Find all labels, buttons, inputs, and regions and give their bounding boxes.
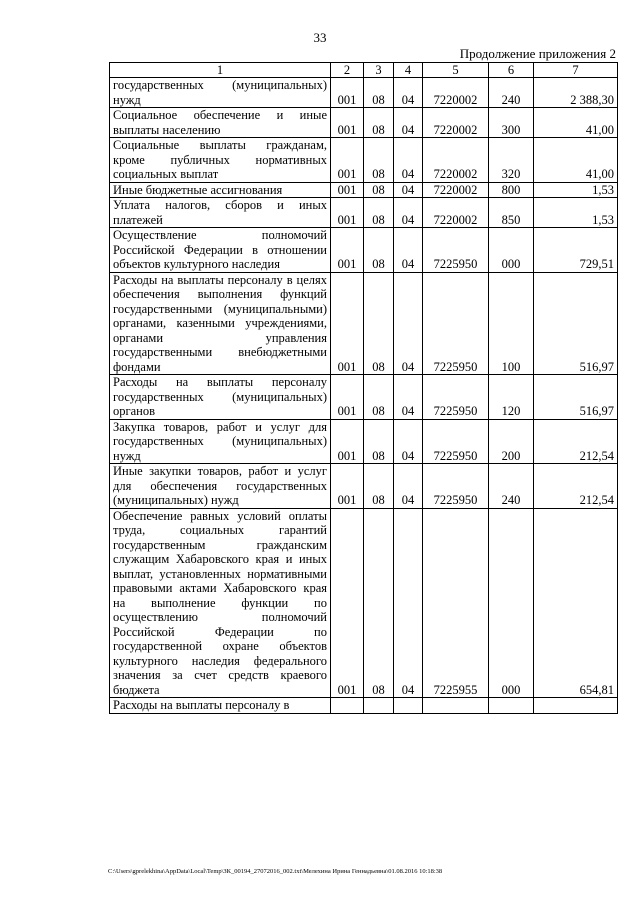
section-cell: 001 (331, 228, 364, 273)
section-cell: 001 (331, 182, 364, 198)
expense-type-cell: 320 (489, 138, 534, 183)
expense-type-cell: 000 (489, 228, 534, 273)
subsection2-cell: 04 (394, 108, 423, 138)
target-article-cell: 7225955 (423, 508, 489, 698)
section-cell: 001 (331, 419, 364, 464)
column-header: 1 (110, 63, 331, 78)
expense-type-cell: 850 (489, 198, 534, 228)
amount-cell: 654,81 (534, 508, 618, 698)
amount-cell: 516,97 (534, 272, 618, 375)
column-header: 2 (331, 63, 364, 78)
table-row (110, 182, 618, 198)
target-article-cell: 7220002 (423, 182, 489, 198)
table-row (110, 464, 618, 509)
section-cell: 001 (331, 464, 364, 509)
section-cell: 001 (331, 138, 364, 183)
subsection2-cell: 04 (394, 272, 423, 375)
subsection-cell: 08 (364, 508, 394, 698)
target-article-cell (423, 698, 489, 714)
target-article-cell: 7225950 (423, 272, 489, 375)
expense-type-cell: 120 (489, 375, 534, 420)
row-name-cell: Уплата налогов, сборов и иных платежей (110, 198, 331, 228)
expense-type-cell: 800 (489, 182, 534, 198)
section-cell: 001 (331, 375, 364, 420)
subsection2-cell: 04 (394, 138, 423, 183)
subsection-cell: 08 (364, 419, 394, 464)
row-name-cell: Иные закупки товаров, работ и услуг для обеспечения государственных (муниципальных) нужд (110, 464, 331, 509)
subsection-cell: 08 (364, 198, 394, 228)
target-article-cell: 7220002 (423, 78, 489, 108)
table-row (110, 78, 618, 108)
table-row (110, 108, 618, 138)
column-header: 3 (364, 63, 394, 78)
table-row (110, 138, 618, 183)
row-name-cell: Расходы на выплаты персоналу в (110, 698, 331, 714)
amount-cell (534, 698, 618, 714)
target-article-cell: 7225950 (423, 464, 489, 509)
table-row (110, 228, 618, 273)
subsection2-cell: 04 (394, 464, 423, 509)
row-name-cell: государственных (муниципальных) нужд (110, 78, 331, 108)
table-row (110, 419, 618, 464)
row-name-cell: Обеспечение равных условий оплаты труда, социальных гарантий государственным гражданским служащим Хабаровского края и иных выплат, установленных нормативными правовыми актами Хабаровского края на выполнение функции по осуществлению полномочий Российской Федерации по государственной охране объектов культурного наследия федерального значения за счет средств краевого бюджета (110, 508, 331, 698)
footer-path: C:\Users\gprelekhina\AppData\Local\Temp\ЗК_00194_27072016_002.txt\Мелехина Ирина Геннадьевна\01.08.2016 10:18:38 (108, 868, 443, 875)
table-row (110, 375, 618, 420)
amount-cell: 516,97 (534, 375, 618, 420)
expense-type-cell: 240 (489, 464, 534, 509)
target-article-cell: 7220002 (423, 108, 489, 138)
amount-cell: 729,51 (534, 228, 618, 273)
target-article-cell: 7225950 (423, 228, 489, 273)
expense-type-cell (489, 698, 534, 714)
target-article-cell: 7225950 (423, 375, 489, 420)
amount-cell: 212,54 (534, 419, 618, 464)
amount-cell: 41,00 (534, 138, 618, 183)
subsection2-cell: 04 (394, 198, 423, 228)
subsection2-cell: 04 (394, 78, 423, 108)
expense-type-cell: 300 (489, 108, 534, 138)
table-row (110, 508, 618, 698)
amount-cell: 2 388,30 (534, 78, 618, 108)
row-name-cell: Расходы на выплаты персоналу государственных (муниципальных) органов (110, 375, 331, 420)
expense-type-cell: 000 (489, 508, 534, 698)
amount-cell: 41,00 (534, 108, 618, 138)
column-header: 7 (534, 63, 618, 78)
column-header: 5 (423, 63, 489, 78)
subsection-cell: 08 (364, 375, 394, 420)
section-cell: 001 (331, 198, 364, 228)
section-cell: 001 (331, 78, 364, 108)
subsection-cell: 08 (364, 272, 394, 375)
target-article-cell: 7220002 (423, 198, 489, 228)
row-name-cell: Социальное обеспечение и иные выплаты населению (110, 108, 331, 138)
row-name-cell: Осуществление полномочий Российской Федерации в отношении объектов культурного наследия (110, 228, 331, 273)
table-row (110, 272, 618, 375)
subsection2-cell: 04 (394, 182, 423, 198)
page-number: 33 (313, 30, 327, 45)
amount-cell: 1,53 (534, 182, 618, 198)
subsection-cell (364, 698, 394, 714)
subsection-cell: 08 (364, 78, 394, 108)
row-name-cell: Расходы на выплаты персоналу в целях обеспечения выполнения функций государственными (муниципальными) органами, казенными учреждениями, органами управления государственными внебюджетными фондами (110, 272, 331, 375)
target-article-cell: 7220002 (423, 138, 489, 183)
target-article-cell: 7225950 (423, 419, 489, 464)
column-header: 6 (489, 63, 534, 78)
expense-type-cell: 240 (489, 78, 534, 108)
section-cell: 001 (331, 508, 364, 698)
continuation-caption: Продолжение приложения 2 (459, 46, 616, 61)
subsection2-cell: 04 (394, 228, 423, 273)
subsection-cell: 08 (364, 138, 394, 183)
section-cell (331, 698, 364, 714)
subsection-cell: 08 (364, 108, 394, 138)
section-cell: 001 (331, 108, 364, 138)
column-header: 4 (394, 63, 423, 78)
table-row (110, 698, 618, 714)
subsection2-cell: 04 (394, 419, 423, 464)
row-name-cell: Закупка товаров, работ и услуг для государственных (муниципальных) нужд (110, 419, 331, 464)
row-name-cell: Иные бюджетные ассигнования (110, 182, 331, 198)
amount-cell: 212,54 (534, 464, 618, 509)
table-row (110, 198, 618, 228)
section-cell: 001 (331, 272, 364, 375)
table-header-row (110, 63, 618, 78)
subsection-cell: 08 (364, 464, 394, 509)
budget-table (109, 62, 618, 714)
subsection2-cell (394, 698, 423, 714)
amount-cell: 1,53 (534, 198, 618, 228)
row-name-cell: Социальные выплаты гражданам, кроме публичных нормативных социальных выплат (110, 138, 331, 183)
subsection2-cell: 04 (394, 508, 423, 698)
subsection2-cell: 04 (394, 375, 423, 420)
expense-type-cell: 100 (489, 272, 534, 375)
subsection-cell: 08 (364, 182, 394, 198)
subsection-cell: 08 (364, 228, 394, 273)
expense-type-cell: 200 (489, 419, 534, 464)
